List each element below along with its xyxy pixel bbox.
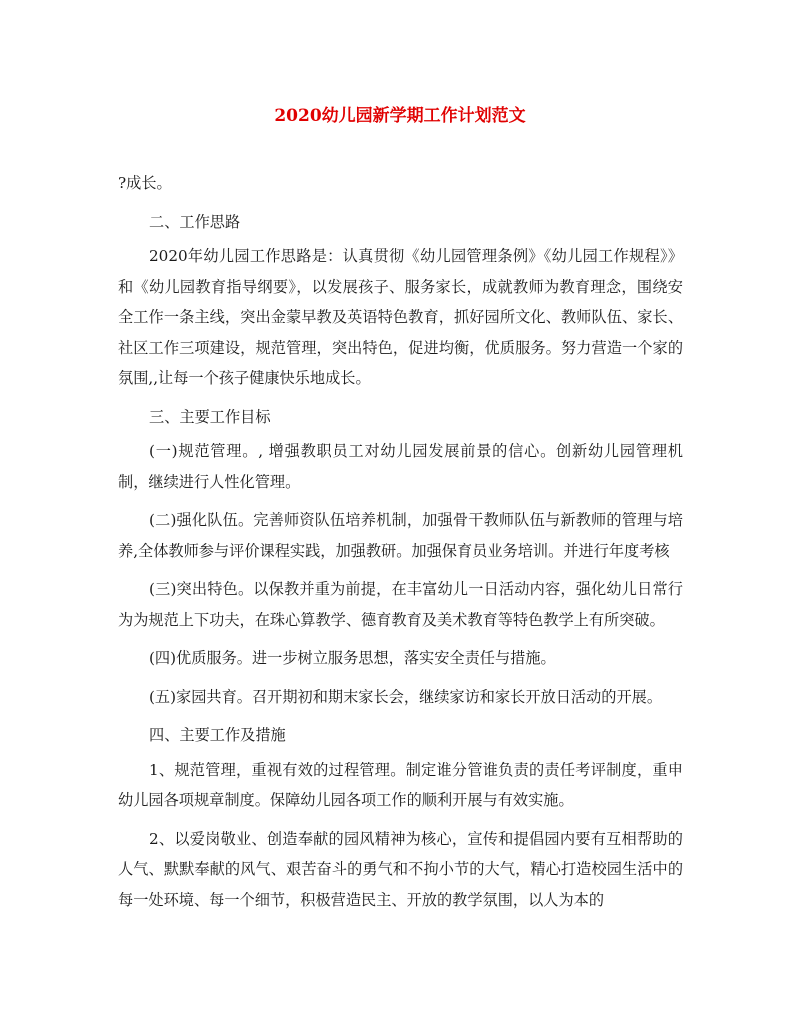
paragraph-measure-2: 2、以爱岗敬业、创造奉献的园风精神为核心，宣传和提倡园内要有互相帮助的人气、默默奉献的风气、艰苦奋斗的勇气和不拘小节的大气，精心打造校园生活中的每一处环境、每一个细节，积极营造民主、开放的教学氛围，以人为本的 xyxy=(118,829,683,909)
section-heading-measures: 四、主要工作及措施 xyxy=(149,726,286,744)
paragraph-goal-4: (四)优质服务。进一步树立服务思想，落实安全责任与措施。 xyxy=(149,649,556,667)
document-title: 2020幼儿园新学期工作计划范文 xyxy=(274,106,526,126)
section-heading-goals: 三、主要工作目标 xyxy=(149,407,271,426)
section-heading-work-ideas: 二、工作思路 xyxy=(149,212,241,231)
paragraph-work-ideas: 2020年幼儿园工作思路是：认真贯彻《幼儿园管理条例》《幼儿园工作规程》》和《幼儿园教育指导纲要》，以发展孩子、服务家长，成就教师为教育理念，围绕安全工作一条主线，突出金蒙早教及英语特色教育，抓好园所文化、教师队伍、家长、社区工作三项建设，规范管理，突出特色，促进均衡，优质服务。努力营造一个家的氛围,,让每一个孩子健康快乐地成长。 xyxy=(118,247,683,387)
paragraph-continuation: ?成长。 xyxy=(118,174,172,192)
paragraph-goal-5: (五)家园共育。召开期初和期末家长会，继续家访和家长开放日活动的开展。 xyxy=(149,687,663,706)
paragraph-measure-1: 1、规范管理，重视有效的过程管理。制定谁分管谁负责的责任考评制度，重申幼儿园各项规章制度。保障幼儿园各项工作的顺利开展与有效实施。 xyxy=(118,760,683,809)
paragraph-goal-1: (一)规范管理。, 增强教职员工对幼儿园发展前景的信心。创新幼儿园管理机制，继续进行人性化管理。 xyxy=(118,442,683,491)
paragraph-goal-3: (三)突出特色。以保教并重为前提，在丰富幼儿一日活动内容，强化幼儿日常行为为规范上下功夫，在珠心算教学、德育教育及美术教育等特色教学上有所突破。 xyxy=(118,580,683,629)
document-body xyxy=(118,168,683,923)
paragraph-goal-2: (二)强化队伍。完善师资队伍培养机制，加强骨干教师队伍与新教师的管理与培养,全体教师参与评价课程实践，加强教研。加强保育员业务培训。并进行年度考核 xyxy=(118,511,683,560)
